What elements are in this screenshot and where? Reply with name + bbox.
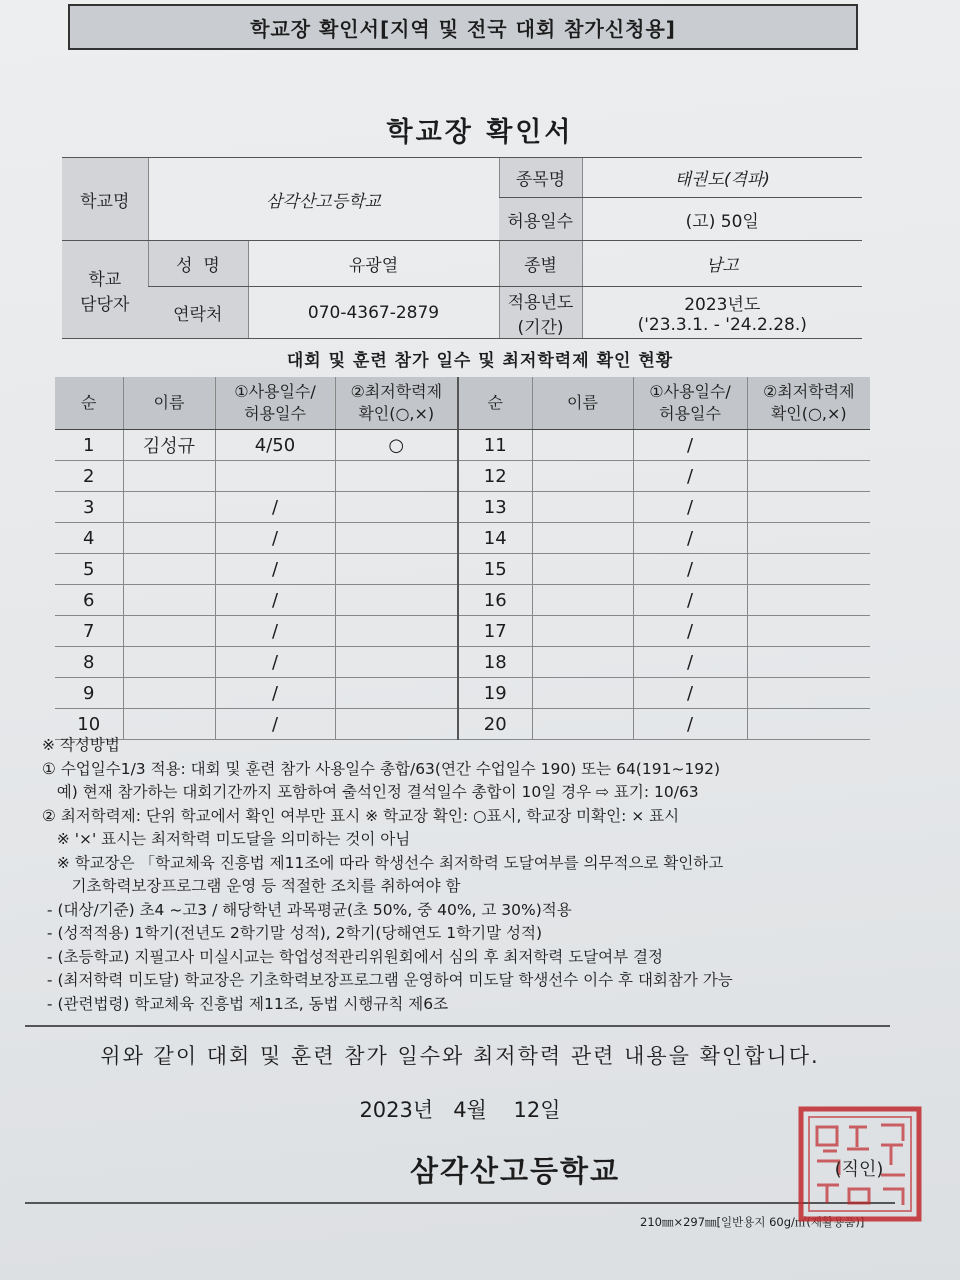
row-days-right: / (633, 709, 747, 740)
col-check-right: ②최저학력제 확인(○,×) (747, 377, 870, 430)
row-days: / (215, 647, 335, 678)
col-name-right: 이름 (532, 377, 633, 430)
row-name-right (532, 585, 633, 616)
note-line: - (관련법령) 학교체육 진흥법 제11조, 동법 시행규칙 제6조 (42, 994, 449, 1013)
year-label (499, 287, 582, 339)
row-no-right: 20 (458, 709, 532, 740)
name-value: 유광열 (248, 241, 499, 287)
col-days-right: ①사용일수/ 허용일수 (633, 377, 747, 430)
row-no: 10 (55, 709, 123, 740)
row-name (123, 678, 215, 709)
row-name (123, 647, 215, 678)
row-days: / (215, 492, 335, 523)
row-no-right: 16 (458, 585, 532, 616)
table-row (55, 554, 870, 585)
notes-block (42, 734, 902, 1016)
row-no-right: 15 (458, 554, 532, 585)
row-name-right (532, 461, 633, 492)
staff-label-line2: 담당자 (80, 294, 130, 315)
row-no: 8 (55, 647, 123, 678)
row-check-right (747, 647, 870, 678)
row-days: 4/50 (215, 430, 335, 461)
year-value-line1: 2023년도 (684, 295, 761, 315)
row-check (335, 492, 458, 523)
status-title: 대회 및 훈련 참가 일수 및 최저학력제 확인 현황 (286, 351, 674, 371)
row-no-right: 11 (458, 430, 532, 461)
row-check (335, 647, 458, 678)
confirmation-text: 위와 같이 대회 및 훈련 참가 일수와 최저학력 관련 내용을 확인합니다. (100, 1044, 820, 1068)
row-name (123, 492, 215, 523)
row-check-right (747, 492, 870, 523)
row-name-right (532, 616, 633, 647)
table-row (55, 492, 870, 523)
row-days-right: / (633, 647, 747, 678)
row-days-right: / (633, 461, 747, 492)
col-no: 순 (55, 377, 123, 430)
row-no: 3 (55, 492, 123, 523)
col-no-right: 순 (458, 377, 532, 430)
table-row (55, 678, 870, 709)
row-days-right: / (633, 678, 747, 709)
row-check-right (747, 430, 870, 461)
row-no-right: 18 (458, 647, 532, 678)
division-label: 종별 (499, 241, 582, 287)
contact-label: 연락처 (148, 287, 248, 339)
paper-spec: 210㎜×297㎜[일반용지 60g/㎡(재활용품)] (640, 1215, 865, 1229)
row-name (123, 554, 215, 585)
row-name (123, 616, 215, 647)
school-label: 학교명 (62, 158, 148, 241)
row-no-right: 13 (458, 492, 532, 523)
row-days-right: / (633, 616, 747, 647)
row-no-right: 14 (458, 523, 532, 554)
table-row (55, 585, 870, 616)
table-row (55, 616, 870, 647)
row-name (123, 523, 215, 554)
row-check-right (747, 554, 870, 585)
row-name-right (532, 554, 633, 585)
divider (25, 1025, 890, 1027)
note-line: ※ 학교장은 「학교체육 진흥법 제11조에 따라 학생선수 최저학력 도달여부를 의무적으로 확인하고 (42, 853, 724, 872)
table-row (55, 647, 870, 678)
row-days: / (215, 678, 335, 709)
row-days-right: / (633, 554, 747, 585)
row-days-right: / (633, 523, 747, 554)
row-name (123, 461, 215, 492)
row-name-right (532, 430, 633, 461)
row-no: 9 (55, 678, 123, 709)
doc-title: 학교장 확인서 (386, 117, 574, 148)
row-no: 2 (55, 461, 123, 492)
allowed-days-label: 허용일수 (499, 198, 582, 241)
row-check-right (747, 461, 870, 492)
note-line: ※ '×' 표시는 최저학력 미도달을 의미하는 것이 아님 (42, 830, 411, 848)
row-check-right (747, 678, 870, 709)
table-row (55, 430, 870, 461)
note-line: ① 수업일수1/3 적용: 대회 및 훈련 참가 사용일수 총합/63(연간 수업일수 190) 또는 64(191~192) (42, 759, 721, 778)
row-check (335, 461, 458, 492)
row-name-right (532, 678, 633, 709)
table-header-row (55, 377, 870, 430)
row-check (335, 554, 458, 585)
note-line: 기초학력보장프로그램 운영 등 적절한 조치를 취하여야 함 (42, 877, 461, 895)
note-line: - (성적적용) 1학기(전년도 2학기말 성적), 2학기(당해연도 1학기말 성적) (42, 924, 542, 942)
row-no-right: 17 (458, 616, 532, 647)
staff-label (62, 241, 148, 339)
row-check (335, 585, 458, 616)
row-no: 4 (55, 523, 123, 554)
row-check-right (747, 523, 870, 554)
col-days: ①사용일수/ 허용일수 (215, 377, 335, 430)
header-banner: 학교장 확인서[지역 및 전국 대회 참가신청용] (68, 4, 858, 50)
row-days: / (215, 616, 335, 647)
row-no: 5 (55, 554, 123, 585)
school-signature: 삼각산고등학교 (409, 1154, 621, 1188)
row-days: / (215, 585, 335, 616)
year-label-line2: (기간) (517, 317, 564, 338)
row-check (335, 678, 458, 709)
row-days: / (215, 709, 335, 740)
school-value: 삼각산고등학교 (148, 158, 499, 241)
col-name: 이름 (123, 377, 215, 430)
row-days (215, 461, 335, 492)
row-check (335, 523, 458, 554)
row-no-right: 19 (458, 678, 532, 709)
row-name-right (532, 523, 633, 554)
event-value: 태권도(격파) (582, 158, 862, 198)
row-days-right: / (633, 585, 747, 616)
row-days-right: / (633, 430, 747, 461)
row-no-right: 12 (458, 461, 532, 492)
info-table (62, 157, 862, 339)
row-name-right (532, 492, 633, 523)
name-label: 성 명 (148, 241, 248, 287)
row-days-right: / (633, 492, 747, 523)
divider (25, 1202, 895, 1204)
row-check-right (747, 585, 870, 616)
note-line: ② 최저학력제: 단위 학교에서 확인 여부만 표시 ※ 학교장 확인: ○표시, 학교장 미확인: × 표시 (42, 806, 680, 825)
note-line: - (초등학교) 지필고사 미실시교는 학업성적관리위원회에서 심의 후 최저학력 도달여부 결정 (42, 947, 663, 966)
note-line: - (최저학력 미도달) 학교장은 기초학력보장프로그램 운영하여 미도달 학생선수 이수 후 대회참가 가능 (42, 971, 733, 989)
row-no: 1 (55, 430, 123, 461)
note-line: - (대상/기준) 초4 ~고3 / 해당학년 과목평균(초 50%, 중 40%, 고 30%)적용 (42, 900, 572, 919)
stamp-label: (직인) (834, 1159, 884, 1180)
contact-value: 070-4367-2879 (248, 287, 499, 339)
row-no: 7 (55, 616, 123, 647)
note-line: 예) 현재 참가하는 대회기간까지 포함하여 출석인정 결석일수 총합이 10일 경우 ⇨ 표기: 10/63 (42, 783, 699, 801)
row-no: 6 (55, 585, 123, 616)
row-days: / (215, 523, 335, 554)
row-name (123, 585, 215, 616)
row-check (335, 616, 458, 647)
sign-date: 2023년 4월 12일 (359, 1098, 561, 1122)
row-check-right (747, 616, 870, 647)
event-label: 종목명 (499, 158, 582, 198)
allowed-days-value: (고) 50일 (582, 198, 862, 241)
year-value (582, 287, 862, 339)
note-line: ※ 작성방법 (42, 736, 120, 754)
row-check: ○ (335, 430, 458, 461)
row-name: 김성규 (123, 430, 215, 461)
table-row (55, 461, 870, 492)
school-seal-icon (797, 1105, 925, 1223)
row-days: / (215, 554, 335, 585)
year-label-line1: 적용년도 (507, 292, 574, 313)
row-name-right (532, 647, 633, 678)
year-value-line2: ('23.3.1. - '24.2.28.) (637, 315, 807, 335)
staff-label-line1: 학교 (88, 269, 122, 290)
col-check: ②최저학력제 확인(○,×) (335, 377, 458, 430)
division-value: 남고 (582, 241, 862, 287)
status-table (55, 377, 870, 740)
table-row (55, 523, 870, 554)
